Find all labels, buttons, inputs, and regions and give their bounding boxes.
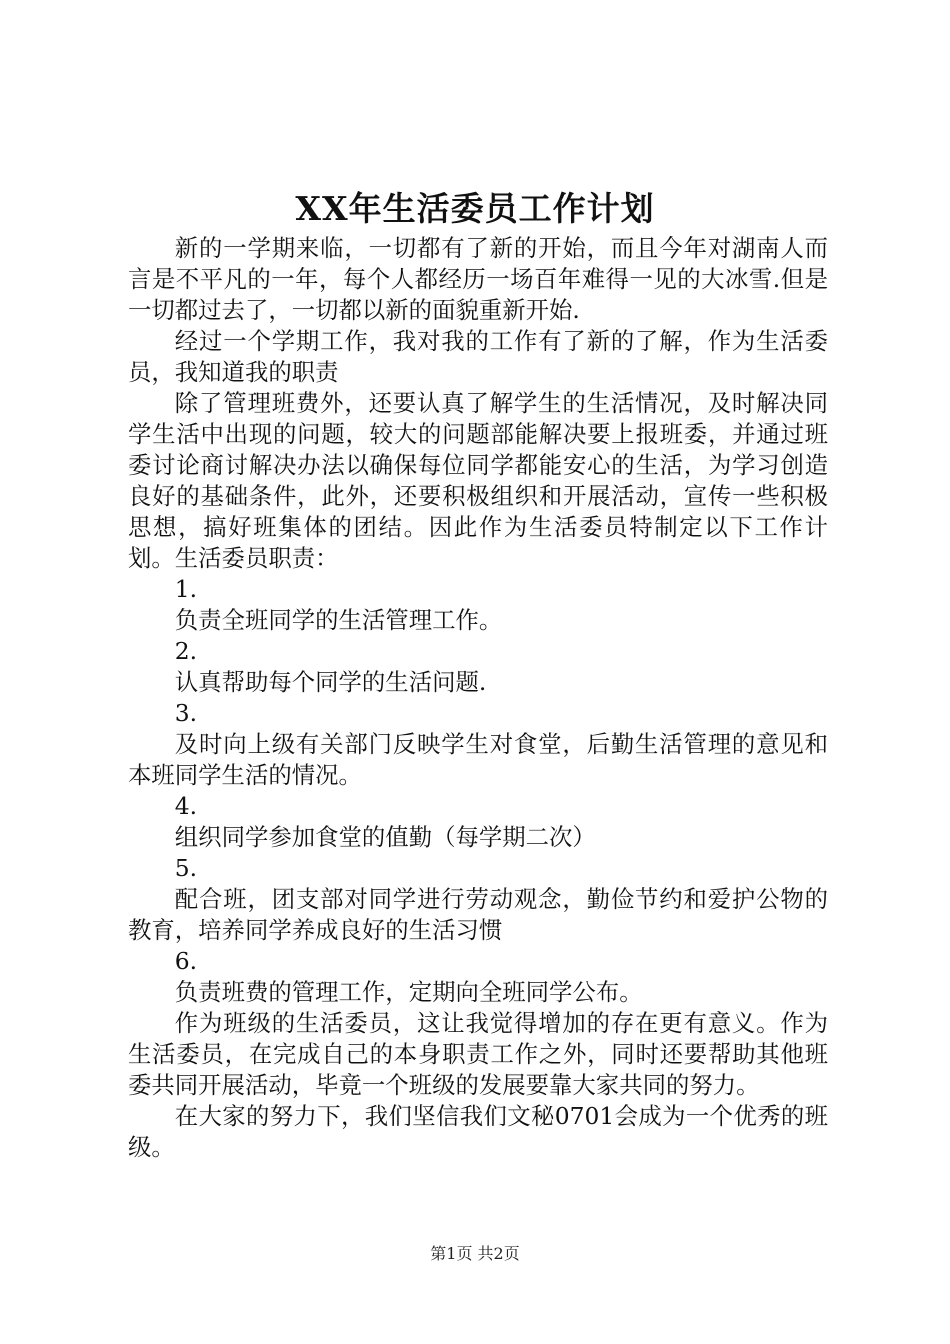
list-number-5: 5. — [174, 854, 198, 882]
list-number-6: 6. — [174, 947, 198, 975]
paragraph-intro: 新的一学期来临，一切都有了新的开始，而且今年对湖南人而言是不平凡的一年，每个人都经历一场百年难得一见的大冰雪.但是一切都过去了，一切都以新的面貌重新开始. — [128, 234, 828, 324]
paragraph-duties-overview: 除了管理班费外，还要认真了解学生的生活情况，及时解决同学生活中出现的问题，较大的问题部能解决要上报班委，并通过班委讨论商讨解决办法以确保每位同学都能安心的生活，为学习创造良好的基础条件，此外，还要积极组织和开展活动，宣传一些积极思想，搞好班集体的团结。因此作为生活委员特制定以下工作计划。生活委员职责： — [128, 389, 828, 572]
paragraph-conclusion: 在大家的努力下，我们坚信我们文秘0701会成为一个优秀的班级。 — [128, 1102, 828, 1161]
document-body — [128, 233, 828, 1163]
list-item-4: 组织同学参加食堂的值勤（每学期二次） — [174, 823, 596, 851]
list-item-6: 负责班费的管理工作，定期向全班同学公布。 — [174, 978, 643, 1006]
document-title: XX年生活委员工作计划 — [295, 189, 655, 228]
paragraph-reflection: 作为班级的生活委员，这让我觉得增加的存在更有意义。作为生活委员，在完成自己的本身职责工作之外，同时还要帮助其他班委共同开展活动，毕竟一个班级的发展要靠大家共同的努力。 — [128, 1009, 828, 1099]
list-number-3: 3. — [174, 699, 198, 727]
list-item-2: 认真帮助每个同学的生活问题. — [174, 668, 487, 696]
list-item-5: 配合班，团支部对同学进行劳动观念，勤俭节约和爱护公物的教育，培养同学养成良好的生活习惯 — [128, 885, 828, 944]
list-number-2: 2. — [174, 637, 198, 665]
page-footer: 第1页 共2页 — [430, 1244, 520, 1263]
list-item-3: 及时向上级有关部门反映学生对食堂，后勤生活管理的意见和本班同学生活的情况。 — [128, 730, 828, 789]
list-item-1: 负责全班同学的生活管理工作。 — [174, 606, 503, 634]
list-number-1: 1. — [174, 575, 198, 603]
list-number-4: 4. — [174, 792, 198, 820]
paragraph-experience: 经过一个学期工作，我对我的工作有了新的了解，作为生活委员，我知道我的职责 — [128, 327, 828, 386]
